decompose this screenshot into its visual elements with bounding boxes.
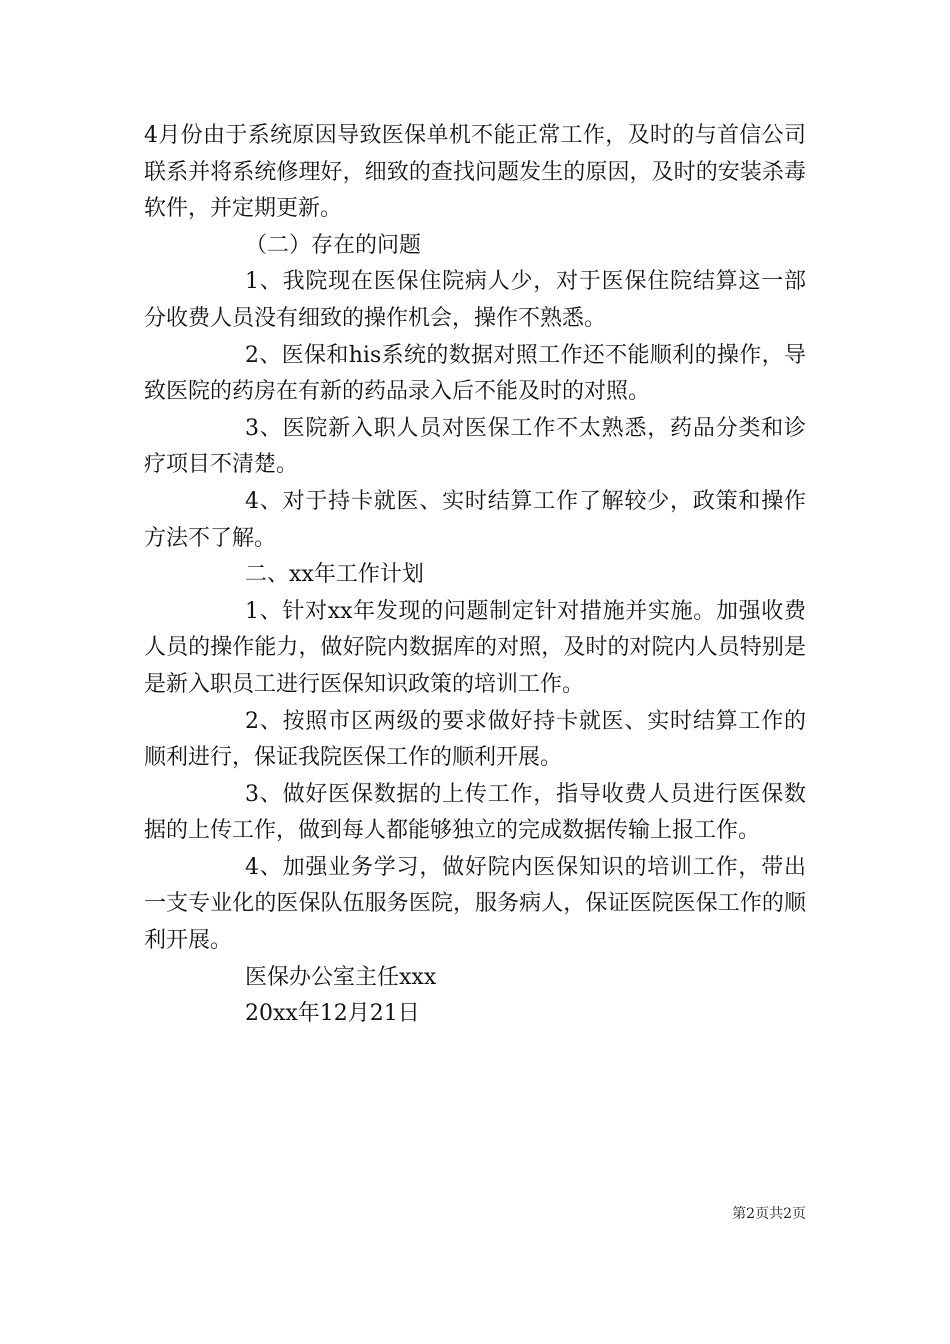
paragraph-problem-2: 2、医保和his系统的数据对照工作还不能顺利的操作，导致医院的药房在有新的药品录入后不能及时的对照。 bbox=[144, 342, 806, 405]
document-body bbox=[144, 118, 806, 1033]
paragraph-plan-2: 2、按照市区两级的要求做好持卡就医、实时结算工作的顺利进行，保证我院医保工作的顺利开展。 bbox=[144, 708, 806, 771]
section-heading-problems: （二）存在的问题 bbox=[245, 232, 422, 258]
section-heading-plan: 二、xx年工作计划 bbox=[245, 562, 424, 588]
paragraph-problem-3: 3、医院新入职人员对医保工作不太熟悉，药品分类和诊疗项目不清楚。 bbox=[144, 415, 806, 478]
paragraph-plan-1: 1、针对xx年发现的问题制定针对措施并实施。加强收费人员的操作能力，做好院内数据库的对照，及时的对院内人员特别是是新入职员工进行医保知识政策的培训工作。 bbox=[144, 598, 806, 697]
paragraph-plan-4: 4、加强业务学习，做好院内医保知识的培训工作，带出一支专业化的医保队伍服务医院，服务病人，保证医院医保工作的顺利开展。 bbox=[144, 854, 806, 954]
paragraph-continuation: 4月份由于系统原因导致医保单机不能正常工作，及时的与首信公司联系并将系统修理好，细致的查找问题发生的原因，及时的安装杀毒软件，并定期更新。 bbox=[144, 123, 806, 222]
paragraph-problem-1: 1、我院现在医保住院病人少，对于医保住院结算这一部分收费人员没有细致的操作机会，操作不熟悉。 bbox=[144, 269, 806, 331]
paragraph-problem-4: 4、对于持卡就医、实时结算工作了解较少，政策和操作方法不了解。 bbox=[144, 488, 806, 551]
signature-line: 医保办公室主任xxx bbox=[245, 964, 437, 990]
page-number-footer: 第2页共2页 bbox=[732, 1206, 806, 1222]
paragraph-plan-3: 3、做好医保数据的上传工作，指导收费人员进行医保数据的上传工作，做到每人都能够独立的完成数据传输上报工作。 bbox=[144, 781, 806, 844]
date-line: 20xx年12月21日 bbox=[245, 1001, 420, 1027]
